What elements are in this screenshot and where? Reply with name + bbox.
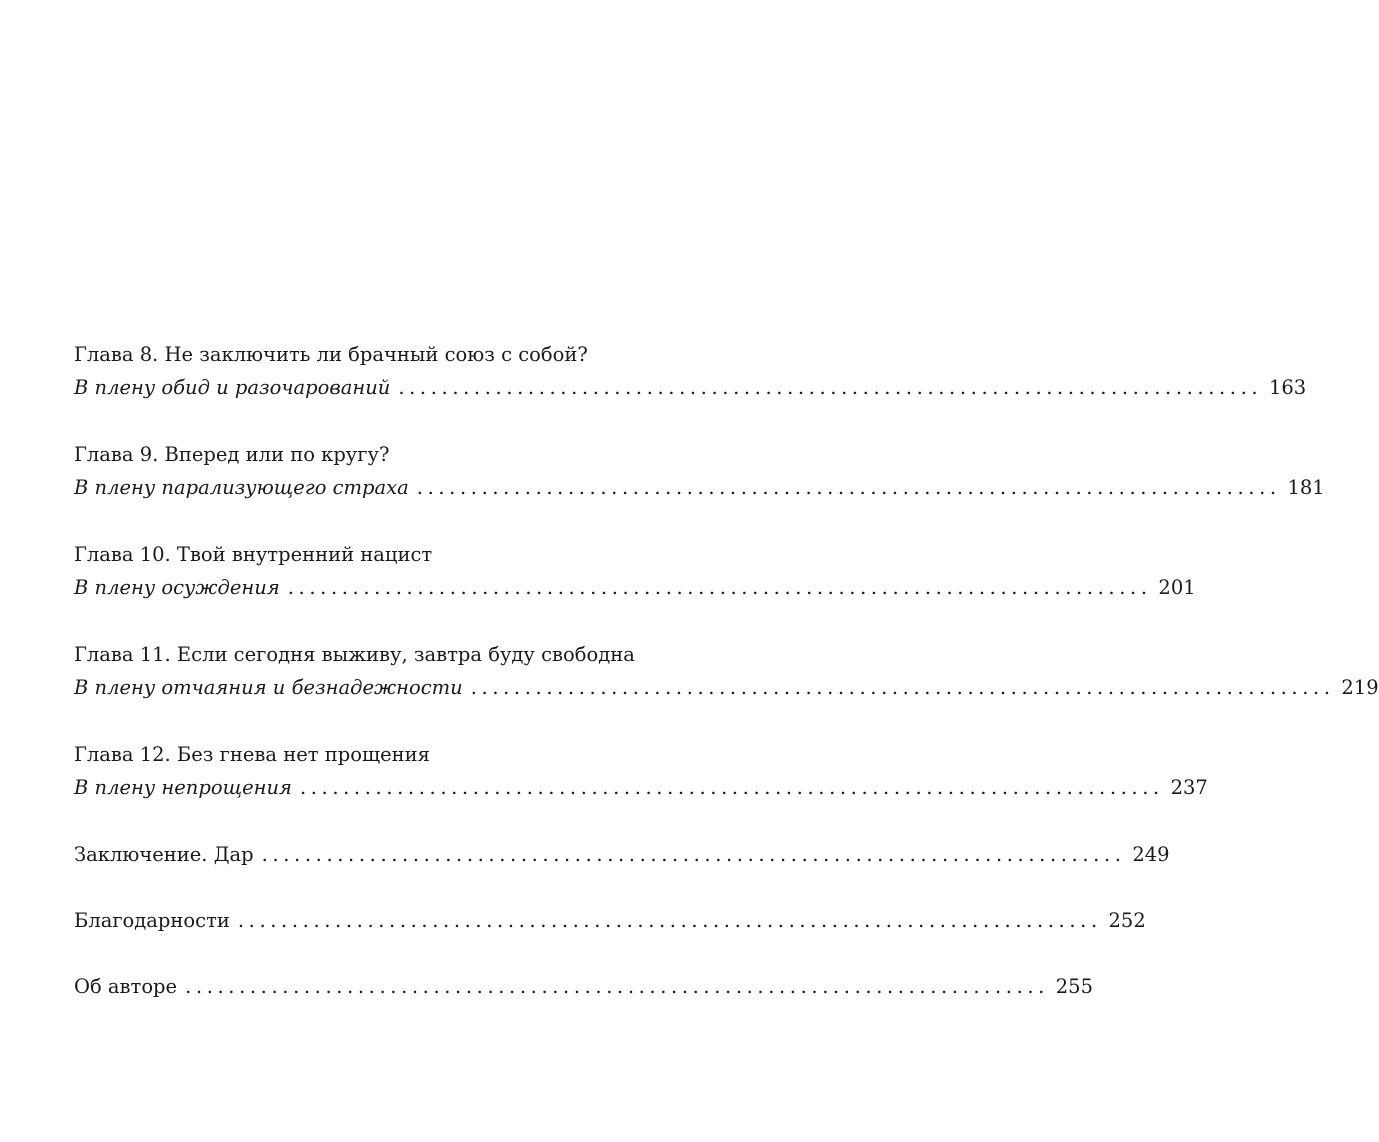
chapter-heading-row	[74, 338, 704, 371]
dot-leader: ................................................................................	[261, 843, 1126, 866]
dot-leader: ................................................................................	[237, 909, 1102, 932]
toc-entry-conclusion	[74, 838, 1170, 871]
toc-entry-chapter-12	[74, 738, 1208, 804]
chapter-heading: Глава 11. Если сегодня выживу, завтра буду свободна	[74, 643, 635, 666]
page-number: 249	[1132, 843, 1170, 866]
toc-entry-chapter-11	[74, 638, 1379, 704]
chapter-heading-row	[74, 638, 704, 671]
section-row	[74, 838, 1170, 871]
chapter-subtitle: В плену непрощения	[74, 776, 292, 799]
dot-leader: ................................................................................	[287, 576, 1152, 599]
section-row	[74, 904, 1146, 937]
dot-leader: ................................................................................	[185, 975, 1049, 998]
toc-entry-chapter-8	[74, 338, 1307, 404]
page-number: 252	[1108, 909, 1146, 932]
dot-leader: ................................................................................	[398, 376, 1263, 399]
chapter-heading: Глава 10. Твой внутренний нацист	[74, 543, 433, 566]
chapter-subtitle: В плену парализующего страха	[74, 476, 409, 499]
page-number: 219	[1341, 676, 1379, 699]
chapter-subtitle-row	[74, 571, 1196, 604]
page-number: 201	[1158, 576, 1196, 599]
chapter-subtitle: В плену отчаяния и безнадежности	[74, 676, 463, 699]
chapter-subtitle: В плену осуждения	[74, 576, 280, 599]
chapter-subtitle-row	[74, 771, 1208, 804]
chapter-subtitle: В плену обид и разочарований	[74, 376, 391, 399]
chapter-heading-row	[74, 538, 704, 571]
page-number: 237	[1170, 776, 1208, 799]
table-of-contents	[74, 338, 1379, 1036]
chapter-subtitle-row	[74, 471, 1325, 504]
chapter-heading: Глава 12. Без гнева нет прощения	[74, 743, 430, 766]
toc-entry-chapter-10	[74, 538, 1196, 604]
dot-leader: ................................................................................	[416, 476, 1281, 499]
chapter-heading: Глава 9. Вперед или по кругу?	[74, 443, 390, 466]
toc-entry-acknowledgements	[74, 904, 1146, 937]
section-title: Об авторе	[74, 975, 178, 998]
toc-entry-about-author	[74, 970, 1093, 1003]
chapter-heading: Глава 8. Не заключить ли брачный союз с собой?	[74, 343, 588, 366]
chapter-heading-row	[74, 738, 704, 771]
chapter-subtitle-row	[74, 671, 1379, 704]
section-title: Заключение. Дар	[74, 843, 254, 866]
page-number: 163	[1268, 376, 1307, 399]
section-title: Благодарности	[74, 909, 230, 932]
chapter-heading-row	[74, 438, 704, 471]
chapter-subtitle-row	[74, 371, 1307, 404]
page-number: 255	[1055, 975, 1093, 998]
page-number: 181	[1287, 476, 1325, 499]
dot-leader: ................................................................................	[470, 676, 1335, 699]
section-row	[74, 970, 1093, 1003]
toc-entry-chapter-9	[74, 438, 1325, 504]
dot-leader: ................................................................................	[299, 776, 1164, 799]
